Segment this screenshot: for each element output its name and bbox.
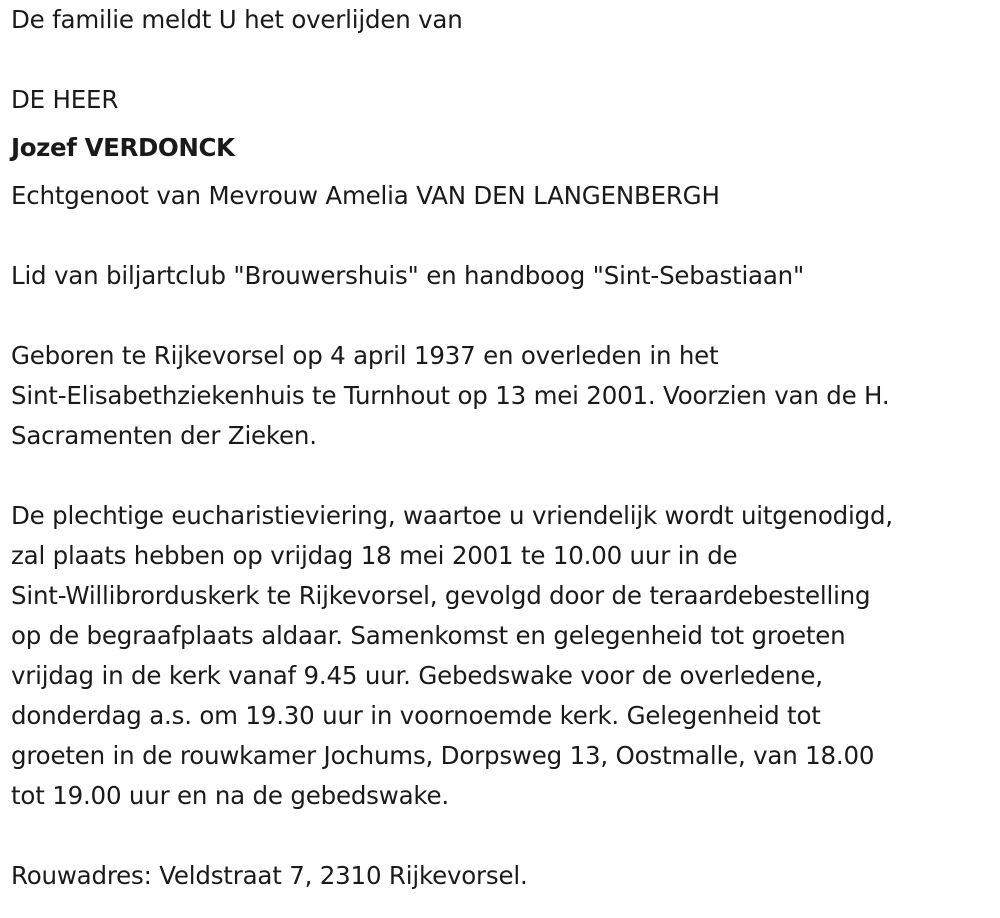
- title-prefix: DE HEER: [11, 85, 119, 114]
- paragraph-line: Sint-Elisabethziekenhuis te Turnhout op 13 mei 2001. Voorzien van de H.: [11, 381, 890, 410]
- paragraph-line: donderdag a.s. om 19.30 uur in voornoemde kerk. Gelegenheid tot: [11, 701, 821, 730]
- paragraph-line: op de begraafplaats aldaar. Samenkomst en gelegenheid tot groeten: [11, 621, 846, 650]
- obituary-notice: [11, 0, 996, 896]
- paragraph-line: tot 19.00 uur en na de gebedswake.: [11, 781, 449, 810]
- paragraph-line: Sint-Willibrorduskerk te Rijkevorsel, gevolgd door de teraardebestelling: [11, 581, 871, 610]
- paragraph-line: zal plaats hebben op vrijdag 18 mei 2001 te 10.00 uur in de: [11, 541, 738, 570]
- deceased-name: Jozef VERDONCK: [11, 133, 235, 162]
- spouse-line: Echtgenoot van Mevrouw Amelia VAN DEN LANGENBERGH: [11, 181, 720, 210]
- ceremony-paragraph: [11, 496, 996, 816]
- paragraph-line: Sacramenten der Zieken.: [11, 421, 317, 450]
- paragraph-line: groeten in de rouwkamer Jochums, Dorpsweg 13, Oostmalle, van 18.00: [11, 741, 875, 770]
- paragraph-line: De plechtige eucharistieviering, waartoe u vriendelijk wordt uitgenodigd,: [11, 501, 893, 530]
- address-line: Rouwadres: Veldstraat 7, 2310 Rijkevorsel.: [11, 861, 528, 890]
- paragraph-line: vrijdag in de kerk vanaf 9.45 uur. Gebedswake voor de overledene,: [11, 661, 823, 690]
- intro-text: De familie meldt U het overlijden van: [11, 5, 463, 34]
- paragraph-line: Geboren te Rijkevorsel op 4 april 1937 en overleden in het: [11, 341, 719, 370]
- membership-line: Lid van biljartclub "Brouwershuis" en handboog "Sint-Sebastiaan": [11, 261, 805, 290]
- birth-death-paragraph: [11, 336, 996, 456]
